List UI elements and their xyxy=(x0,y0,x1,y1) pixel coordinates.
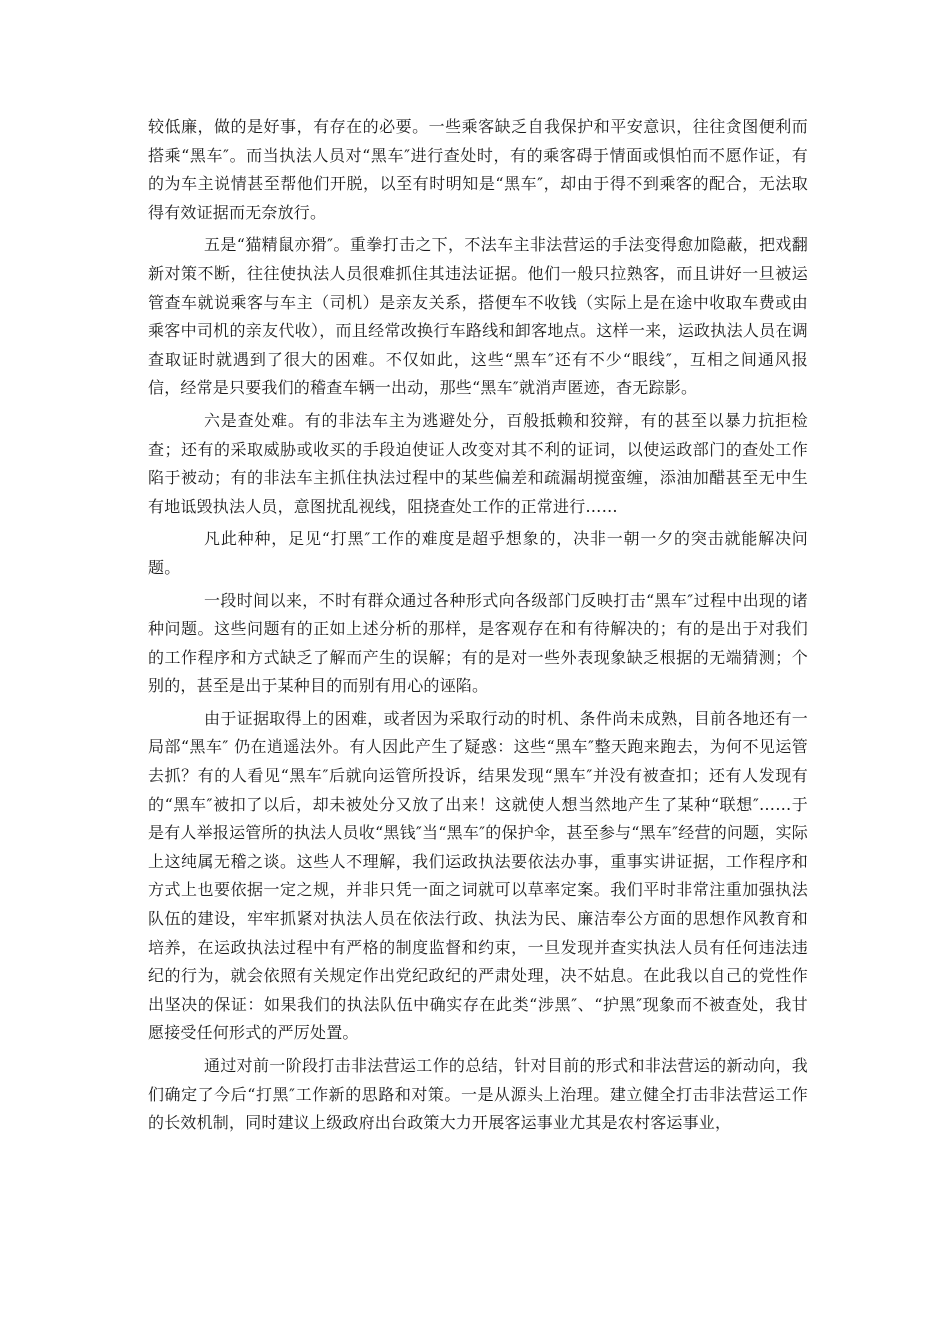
paragraph-public-feedback: 一段时间以来，不时有群众通过各种形式向各级部门反映打击“黑车″过程中出现的诸种问题。这些问题有的正如上述分析的那样，是客观存在和有待解决的；有的是出于对我们的工作程序和方式缺乏了解而产生的误解；有的是对一些外表现象缺乏根据的无端猜测；个别的，甚至是出于某种目的而别有用心的诬陷。 xyxy=(148,590,808,696)
document-body xyxy=(148,113,808,1142)
paragraph-six: 六是查处难。有的非法车主为逃避处分，百般抵赖和狡辩，有的甚至以暴力抗拒检查；还有的采取威胁或收买的手段迫使证人改变对其不利的证词，以使运政部门的查处工作陷于被动；有的非法车主抓住执法过程中的某些偏差和疏漏胡搅蛮缠，添油加醋甚至无中生有地诋毁执法人员，意图扰乱视线，阻挠查处工作的正常进行…… xyxy=(148,410,808,516)
paragraph-evidence-difficulty: 由于证据取得上的困难，或者因为采取行动的时机、条件尚未成熟，目前各地还有一局部“黑车″ 仍在逍遥法外。有人因此产生了疑惑：这些“黑车″整天跑来跑去，为何不见运管去抓？有的人看见“黑车″后就向运管所投诉，结果发现“黑车″并没有被查扣；还有人发现有的“黑车″被扣了以后，却未被处分又放了出来！这就使人想当然地产生了某种“联想″……于是有人举报运管所的执法人员收“黑钱″当“黑车″的保护伞，甚至参与“黑车″经营的问题，实际上这纯属无稽之谈。这些人不理解，我们运政执法要依法办事，重事实讲证据，工作程序和方式上也要依据一定之规，并非只凭一面之词就可以草率定案。我们平时非常注重加强执法队伍的建设，牢牢抓紧对执法人员在依法行政、执法为民、廉洁奉公方面的思想作风教育和培养，在运政执法过程中有严格的制度监督和约束，一旦发现并查实执法人员有任何违法违纪的行为，就会依照有关规定作出党纪政纪的严肃处理，决不姑息。在此我以自己的党性作出坚决的保证：如果我们的执法队伍中确实存在此类“涉黑″、“护黑″现象而不被查处，我甘愿接受任何形式的严厉处置。 xyxy=(148,708,808,1043)
paragraph-continuation: 较低廉，做的是好事，有存在的必要。一些乘客缺乏自我保护和平安意识，往往贪图便利而搭乘“黑车″。而当执法人员对“黑车″进行查处时，有的乘客碍于情面或惧怕而不愿作证，有的为车主说情甚至帮他们开脱，以至有时明知是“黑车″，却由于得不到乘客的配合，无法取得有效证据而无奈放行。 xyxy=(148,117,808,222)
paragraph-five: 五是“猫精鼠亦猾″。重拳打击之下，不法车主非法营运的手法变得愈加隐蔽，把戏翻新对策不断，往往使执法人员很难抓住其违法证据。他们一般只拉熟客，而且讲好一旦被运管查车就说乘客与车主（司机）是亲友关系，搭便车不收钱（实际上是在途中收取车费或由乘客中司机的亲友代收），而且经常改换行车路线和卸客地点。这样一来，运政执法人员在调查取证时就遇到了很大的困难。不仅如此，这些“黑车″还有不少“眼线″，互相之间通风报信，经常是只要我们的稽查车辆一出动，那些“黑车″就消声匿迹，杳无踪影。 xyxy=(148,235,808,398)
paragraph-summary: 凡此种种，足见“打黑″工作的难度是超乎想象的，决非一朝一夕的突击就能解决问题。 xyxy=(148,529,808,577)
paragraph-countermeasures: 通过对前一阶段打击非法营运工作的总结，针对目前的形式和非法营运的新动向，我们确定了今后“打黑″工作新的思路和对策。一是从源头上治理。建立健全打击非法营运工作的长效机制，同时建议上级政府出台政策大力开展客运事业尤其是农村客运事业， xyxy=(148,1056,808,1133)
